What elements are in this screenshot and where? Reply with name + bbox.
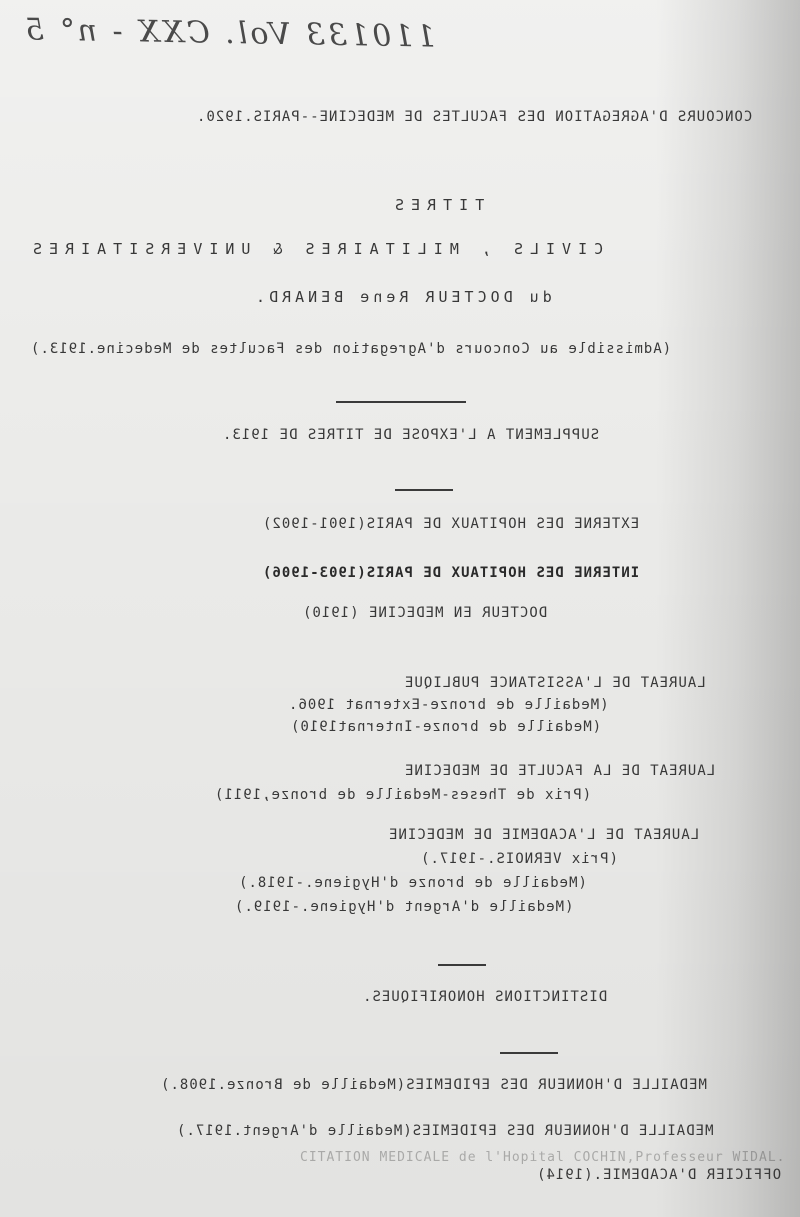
prix-theses: (Prix de Theses-Medaille de bronze,1911) — [214, 787, 592, 803]
medaille-epidemies-argent: MEDAILLE D'HONNEUR DES EPIDEMIES(Medaille d'Argent.1917.) — [176, 1123, 714, 1139]
bleed-through-text: CITATION MEDICALE de l'Hopital COCHIN,Professeur WIDAL. — [300, 1150, 786, 1165]
competition-heading: CONCOURS D'AGREGATION DES FACULTES DE MEDECINE--PARIS.1920. — [196, 109, 753, 125]
externe-entry: EXTERNE DES HOPITAUX DE PARIS(1901-1902) — [262, 516, 640, 532]
medaille-bronze-hygiene: (Medaille de bronze d'Hygiene.-1918.) — [238, 875, 587, 891]
titles-subtitle: CIVILS , MILITAIRES & UNIVERSITAIRES — [26, 240, 604, 258]
medaille-externat: (Medaille de bronze-Externat 1906. — [288, 697, 609, 713]
doctor-name: du DOCTEUR Rene BENARD. — [252, 288, 552, 306]
divider-3 — [438, 964, 486, 966]
doctorate-entry: DOCTEUR EN MEDECINE (1910) — [302, 605, 548, 621]
admissible-note: (Admissible au Concours d'Agregation des Facultes de Medecine.1913.) — [30, 341, 672, 357]
laureat-assistance-publique: LAUREAT DE L'ASSISTANCE PUBLIQUE — [404, 675, 706, 691]
divider-1 — [336, 401, 466, 403]
laureat-faculte: LAUREAT DE LA FACULTE DE MEDECINE — [404, 763, 716, 779]
divider-4 — [500, 1052, 558, 1054]
medaille-argent-hygiene: (Medaille d'Argent d'Hygiene.-1919.) — [234, 899, 574, 915]
handwritten-archive-note: 110133 Vol. CXX - n° 5 — [21, 12, 436, 55]
distinctions-heading: DISTINCTIONS HONORIFIQUES. — [362, 989, 608, 1005]
officier-academie: OFFICIER D'ACADEMIE.(1914) — [536, 1167, 782, 1183]
medaille-epidemies-bronze: MEDAILLE D'HONNEUR DES EPIDEMIES(Medaille de Bronze.1908.) — [160, 1077, 707, 1093]
divider-2 — [395, 489, 453, 491]
interne-entry: INTERNE DES HOPITAUX DE PARIS(1903-1906) — [262, 565, 640, 581]
laureat-academie: LAUREAT DE L'ACADEMIE DE MEDECINE — [388, 827, 700, 843]
supplement-heading: SUPPLEMENT A L'EXPOSE DE TITRES DE 1913. — [222, 427, 600, 443]
prix-vernois: (Prix VERNOIS.-1917.) — [420, 851, 619, 867]
titles-heading: TITRES — [388, 196, 485, 214]
medaille-internat: (Medaille de bronze-Internat1910) — [290, 719, 602, 735]
